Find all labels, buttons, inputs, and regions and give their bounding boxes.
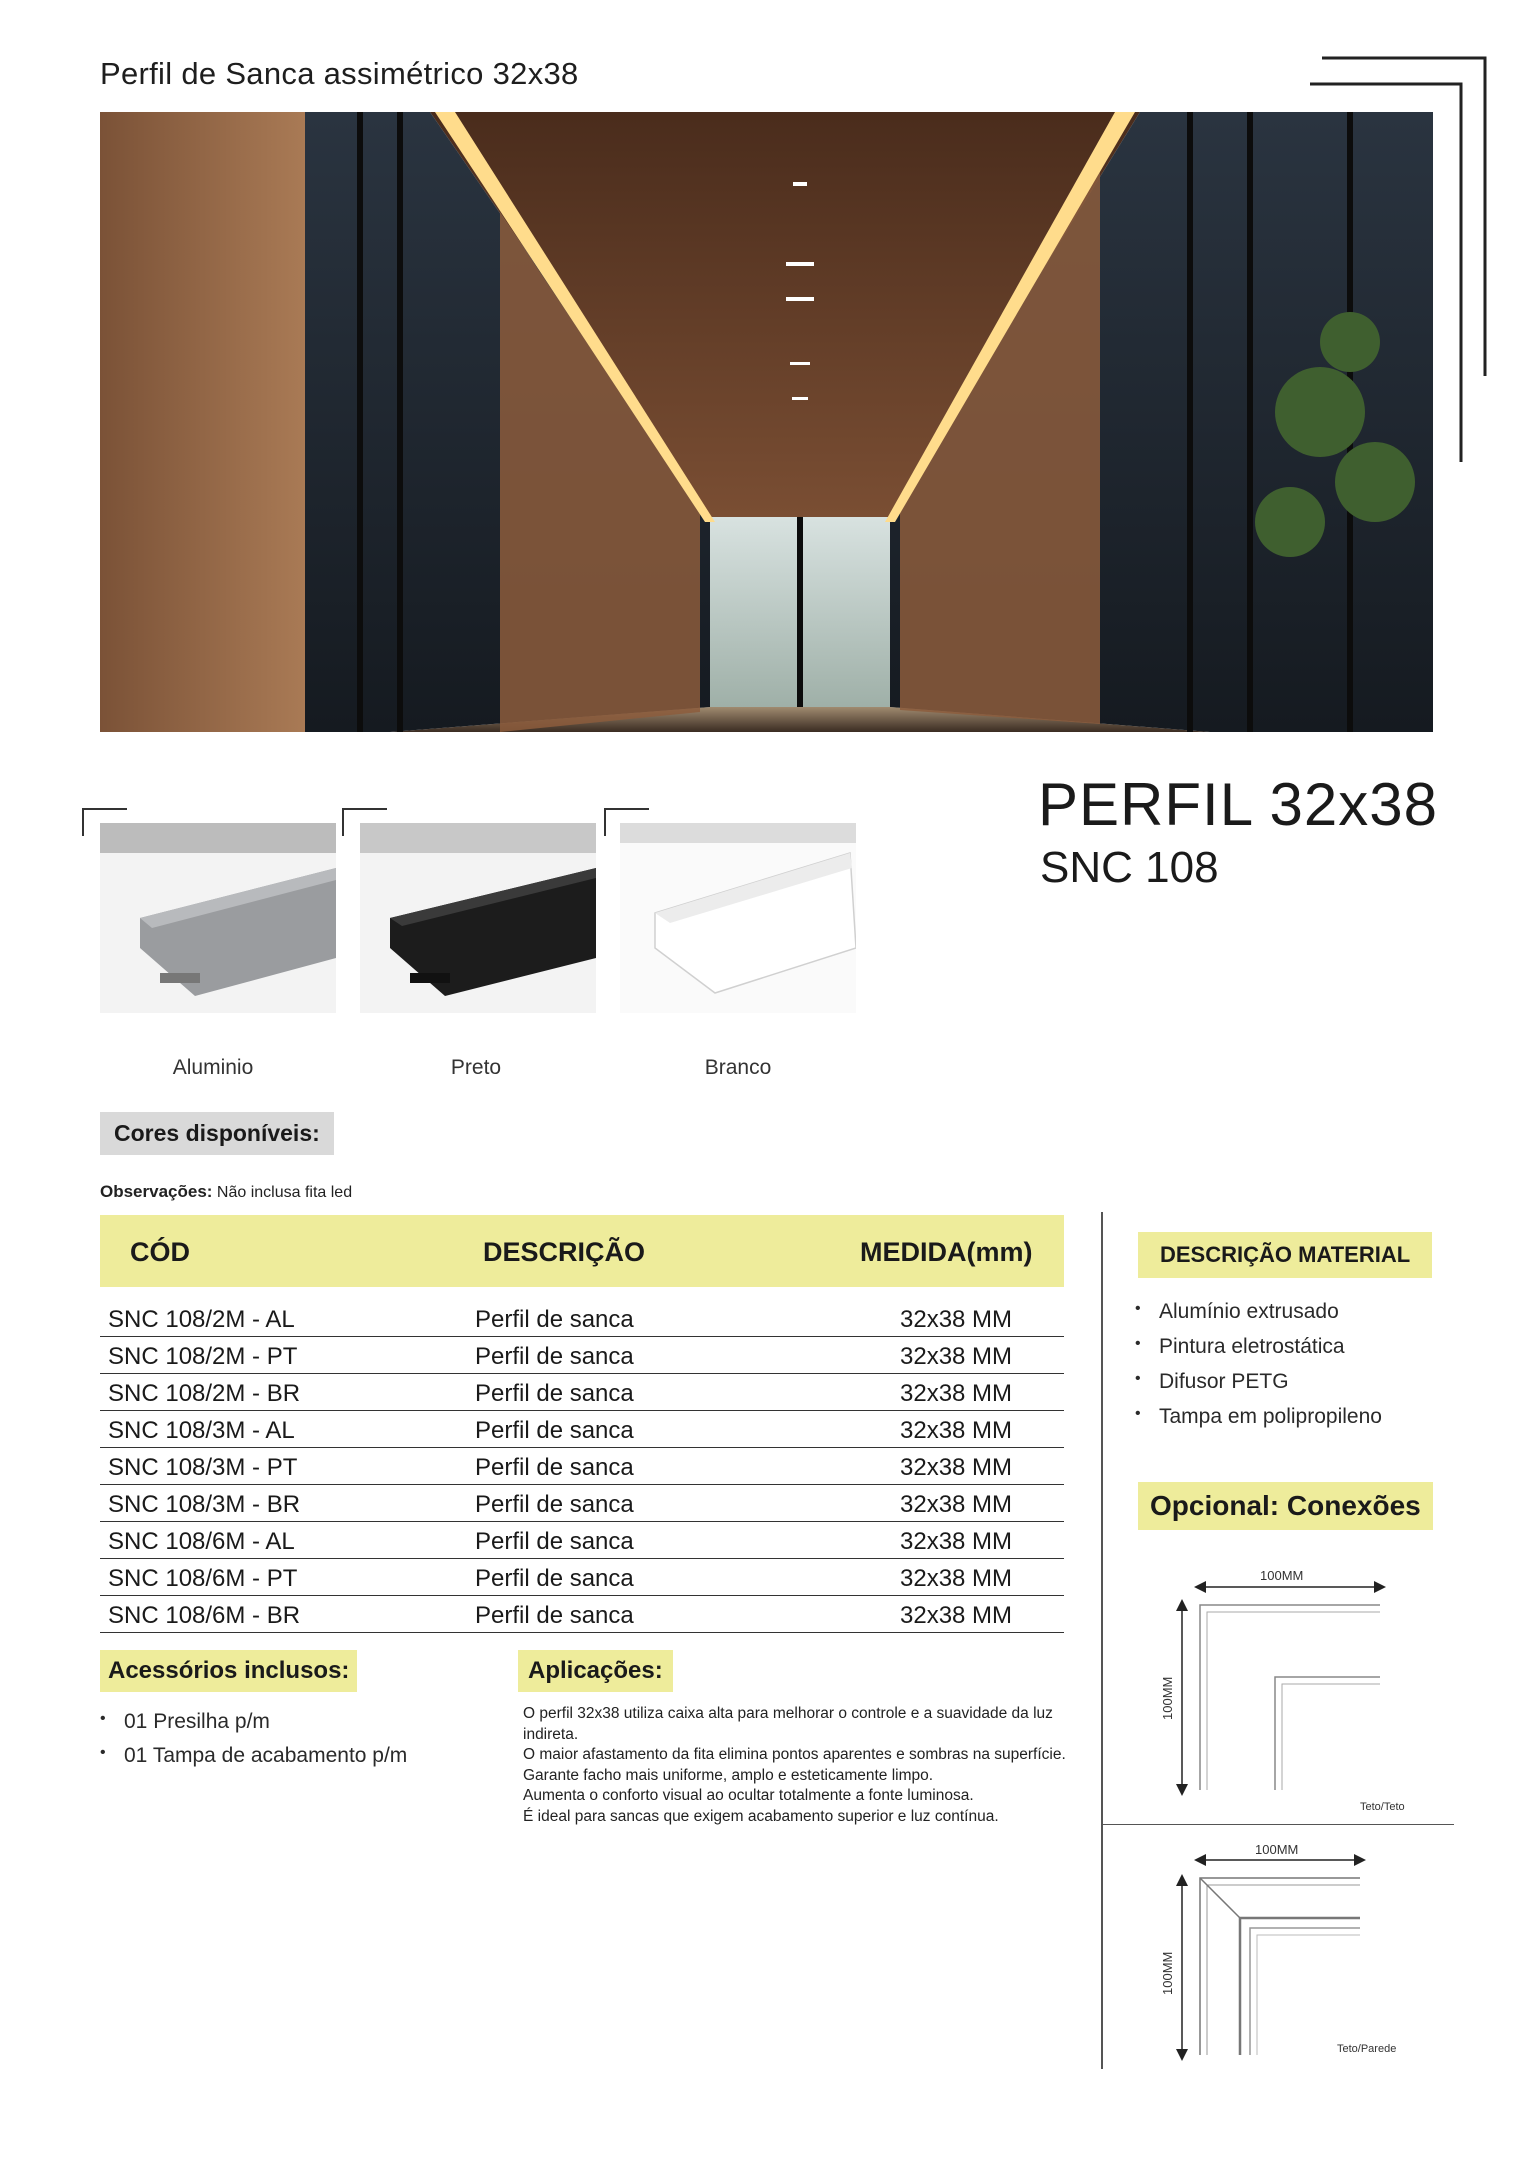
diagram-divider xyxy=(1101,1824,1454,1825)
diagram-width-label: 100MM xyxy=(1260,1568,1304,1583)
cell-desc: Perfil de sanca xyxy=(475,1380,634,1407)
material-heading: DESCRIÇÃO MATERIAL xyxy=(1138,1232,1432,1278)
header-code: CÓD xyxy=(130,1237,190,1267)
observations-text: Não inclusa fita led xyxy=(216,1184,353,1201)
table-row xyxy=(100,1559,1064,1596)
product-code: SNC 108 xyxy=(1040,843,1219,892)
diagram-caption: Teto/Parede xyxy=(1337,2043,1397,2055)
applications-heading: Aplicações: xyxy=(518,1650,673,1692)
swatch-label-aluminio: Aluminio xyxy=(172,1056,254,1079)
diagram-width-label: 100MM xyxy=(1255,1845,1299,1857)
material-item: • Alumínio extrusado xyxy=(1135,1300,1382,1324)
cell-size: 32x38 MM xyxy=(900,1417,1013,1444)
product-title: PERFIL 32x38 xyxy=(1038,771,1438,838)
diagram-height-label: 100MM xyxy=(1160,1951,1175,1995)
column-divider xyxy=(1101,1212,1103,2069)
cell-code: SNC 108/3M - BR xyxy=(108,1491,301,1518)
cell-desc: Perfil de sanca xyxy=(475,1528,634,1555)
cell-desc: Perfil de sanca xyxy=(475,1565,634,1592)
swatch-label-preto: Preto xyxy=(450,1056,502,1079)
corridor-illustration xyxy=(100,112,1433,732)
cell-size: 32x38 MM xyxy=(900,1454,1013,1481)
table-header xyxy=(100,1215,1064,1287)
material-item: • Pintura eletrostática xyxy=(1135,1335,1382,1359)
page-title: Perfil de Sanca assimétrico 32x38 xyxy=(100,56,579,91)
header-size: MEDIDA(mm) xyxy=(860,1237,1033,1267)
table-row xyxy=(100,1522,1064,1559)
cell-size: 32x38 MM xyxy=(900,1380,1013,1407)
swatch-aluminio xyxy=(100,808,336,1013)
accessory-item: • 01 Presilha p/m xyxy=(100,1710,407,1734)
colors-heading: Cores disponíveis: xyxy=(100,1112,334,1155)
swatch-branco xyxy=(620,808,856,1013)
optional-heading: Opcional: Conexões xyxy=(1138,1482,1433,1530)
application-line: O maior afastamento da fita elimina pontos aparentes e sombras na superfície. xyxy=(523,1746,1066,1763)
table-row xyxy=(100,1448,1064,1485)
cell-code: SNC 108/6M - PT xyxy=(108,1565,298,1592)
observations-label: Observações: xyxy=(100,1182,213,1201)
cell-desc: Perfil de sanca xyxy=(475,1306,634,1333)
connection-diagram-teto-teto xyxy=(1155,1560,1415,1820)
accessories-heading: Acessórios inclusos: xyxy=(100,1650,357,1692)
accessories-list xyxy=(100,1710,407,1768)
cell-code: SNC 108/2M - BR xyxy=(108,1380,301,1407)
cell-desc: Perfil de sanca xyxy=(475,1343,634,1370)
application-line: É ideal para sancas que exigem acabamento superior e luz contínua. xyxy=(523,1807,999,1825)
application-line: Garante facho mais uniforme, amplo e esteticamente limpo. xyxy=(523,1766,934,1784)
table-row xyxy=(100,1300,1064,1337)
table-row xyxy=(100,1485,1064,1522)
cell-size: 32x38 MM xyxy=(900,1565,1013,1592)
cell-code: SNC 108/3M - PT xyxy=(108,1454,298,1481)
diagram-caption: Teto/Teto xyxy=(1360,1801,1405,1813)
diagram-height-label: 100MM xyxy=(1160,1676,1175,1720)
cell-size: 32x38 MM xyxy=(900,1343,1013,1370)
cell-desc: Perfil de sanca xyxy=(475,1417,634,1444)
table-row xyxy=(100,1337,1064,1374)
cell-code: SNC 108/6M - BR xyxy=(108,1602,301,1629)
cell-size: 32x38 MM xyxy=(900,1528,1013,1555)
connection-diagram-teto-parede xyxy=(1155,1845,1415,2075)
application-line: Aumenta o conforto visual ao ocultar totalmente a fonte luminosa. xyxy=(523,1787,974,1804)
material-item: • Difusor PETG xyxy=(1135,1370,1382,1394)
swatch-preto xyxy=(360,808,596,1013)
header-description: DESCRIÇÃO xyxy=(483,1237,646,1267)
table-row xyxy=(100,1374,1064,1411)
hero-image xyxy=(100,112,1433,732)
cell-desc: Perfil de sanca xyxy=(475,1491,634,1518)
accessory-item: • 01 Tampa de acabamento p/m xyxy=(100,1744,407,1768)
cell-code: SNC 108/6M - AL xyxy=(108,1528,295,1555)
cell-size: 32x38 MM xyxy=(900,1602,1013,1629)
swatch-label-branco: Branco xyxy=(704,1056,772,1079)
cell-size: 32x38 MM xyxy=(900,1491,1013,1518)
table-row xyxy=(100,1596,1064,1633)
product-table xyxy=(100,1300,1064,1633)
application-line: O perfil 32x38 utiliza caixa alta para melhorar o controle e a suavidade da luz indireta. xyxy=(523,1705,1053,1743)
observations xyxy=(100,1182,352,1202)
cell-code: SNC 108/2M - PT xyxy=(108,1343,298,1370)
cell-code: SNC 108/3M - AL xyxy=(108,1417,295,1444)
table-row xyxy=(100,1411,1064,1448)
cell-desc: Perfil de sanca xyxy=(475,1454,634,1481)
cell-code: SNC 108/2M - AL xyxy=(108,1306,295,1333)
material-list xyxy=(1135,1300,1382,1429)
applications-text xyxy=(523,1704,1071,1827)
cell-size: 32x38 MM xyxy=(900,1306,1013,1333)
cell-desc: Perfil de sanca xyxy=(475,1602,634,1629)
material-item: • Tampa em polipropileno xyxy=(1135,1405,1382,1429)
